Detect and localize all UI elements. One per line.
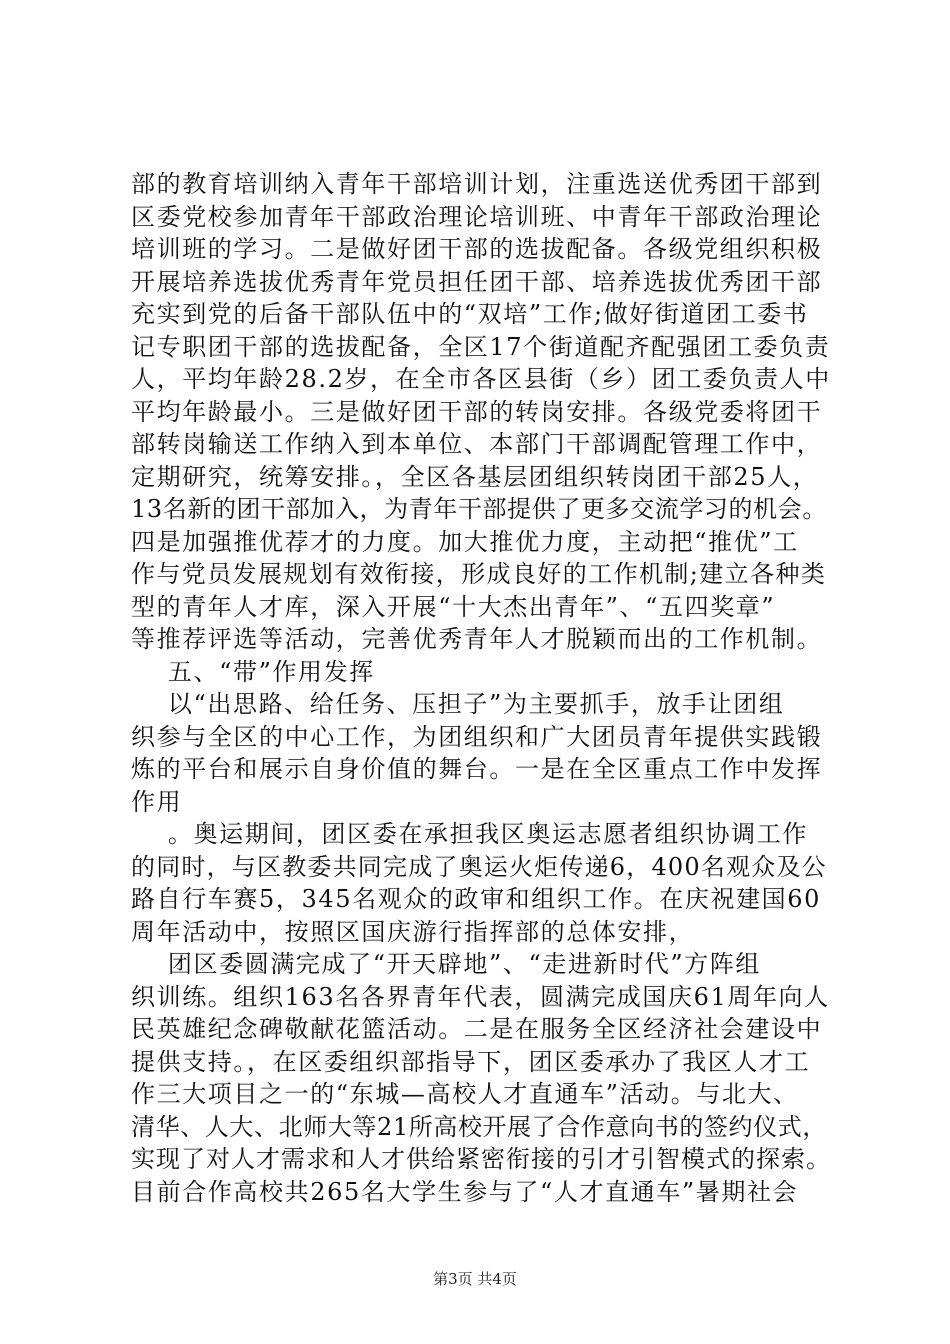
text-line: 周年活动中，按照区国庆游行指挥部的总体安排，: [131, 917, 695, 946]
text-line: 人，平均年龄28.2岁，在全市各区县街（乡）团工委负责人中: [131, 365, 831, 393]
text-line: 13名新的团干部加入，为青年干部提供了更多交流学习的机会。: [131, 495, 827, 523]
text-line: 型的青年人才库，深入开展“十大杰出青年”、“五四奖章”: [131, 592, 776, 621]
text-line: 目前合作高校共265名大学生参与了“人才直通车”暑期社会: [131, 1177, 799, 1206]
text-line: 的同时，与区教委共同完成了奥运火炬传递6，400名观众及公: [131, 852, 827, 881]
text-line: 定期研究，统筹安排。，全区各基层团组织转岗团干部25人，: [131, 462, 819, 491]
page-footer: [0, 1268, 950, 1289]
text-line: 。奥运期间，团区委在承担我区奥运志愿者组织协调工作: [131, 820, 808, 848]
text-line: 培训班的学习。二是做好团干部的选拔配备。各级党组织积极: [131, 235, 823, 263]
text-line: 记专职团干部的选拔配备，全区17个街道配齐配强团工委负责: [131, 332, 831, 361]
text-line: 四是加强推优荐才的力度。加大推优力度，主动把“推优”工: [131, 527, 799, 556]
text-line: 团区委圆满完成了“开天辟地”、“走进新时代”方阵组: [131, 950, 761, 978]
section-heading: 五、“带”作用发挥: [131, 657, 375, 686]
page-number: 第3页 共4页: [433, 1270, 517, 1288]
text-line: 作用: [131, 787, 183, 816]
text-line: 开展培养选拔优秀青年党员担任团干部、培养选拔优秀团干部: [131, 267, 823, 296]
text-line: 作与党员发展规划有效衔接，形成良好的工作机制;建立各种类: [131, 560, 827, 588]
text-line: 作三大项目之一的“东城—高校人才直通车”活动。与北大、: [131, 1080, 799, 1108]
text-line: 区委党校参加青年干部政治理论培训班、中青年干部政治理论: [131, 202, 823, 231]
text-line: 民英雄纪念碑敬献花篮活动。二是在服务全区经济社会建设中: [131, 1015, 823, 1043]
text-line: 部转岗输送工作纳入到本单位、本部门干部调配管理工作中，: [131, 430, 823, 458]
text-line: 织训练。组织163名各界青年代表，圆满完成国庆61周年向人: [131, 982, 830, 1011]
text-line: 提供支持。，在区委组织部指导下，团区委承办了我区人才工: [131, 1047, 811, 1076]
text-line: 等推荐评选等活动，完善优秀青年人才脱颖而出的工作机制。: [131, 625, 823, 653]
text-line: 实现了对人才需求和人才供给紧密衔接的引才引智模式的探索。: [131, 1145, 831, 1173]
text-line: 以“出思路、给任务、压担子”为主要抓手，放手让团组: [131, 690, 785, 718]
text-line: 炼的平台和展示自身价值的舞台。一是在全区重点工作中发挥: [131, 755, 823, 783]
text-line: 部的教育培训纳入青年干部培训计划，注重选送优秀团干部到: [131, 170, 823, 198]
text-line: 织参与全区的中心工作，为团组织和广大团员青年提供实践锻: [131, 722, 823, 751]
text-line: 充实到党的后备干部队伍中的“双培”工作;做好街道团工委书: [131, 300, 809, 328]
text-line: 路自行车赛5，345名观众的政审和组织工作。在庆祝建国60: [131, 885, 822, 913]
document-body: [131, 168, 831, 1208]
text-line: 清华、人大、北师大等21所高校开展了合作意向书的签约仪式，: [131, 1112, 827, 1141]
text-line: 平均年龄最小。三是做好团干部的转岗安排。各级党委将团干: [131, 397, 823, 426]
